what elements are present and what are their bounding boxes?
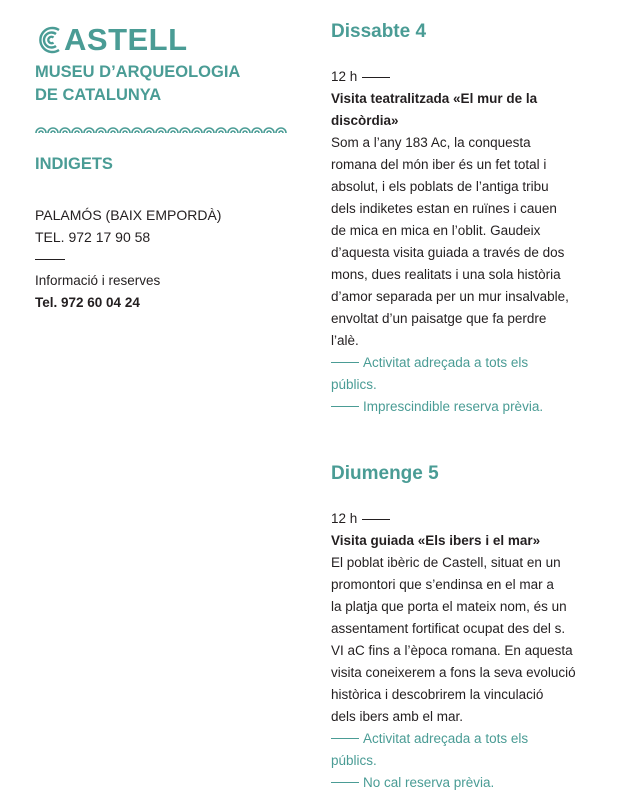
info-label: Informació i reserves	[35, 273, 161, 288]
arch-mark-inner	[135, 131, 139, 133]
note-dash	[331, 782, 359, 783]
arch-mark-inner	[99, 131, 103, 133]
arch-mark-inner	[279, 131, 283, 133]
arch-mark-inner	[231, 131, 235, 133]
location-text: PALAMÓS (BAIX EMPORDÀ)	[35, 207, 222, 223]
arch-mark-inner	[75, 131, 79, 133]
logo-text: ASTELL	[64, 22, 188, 57]
divider-dash	[35, 259, 65, 260]
time-dash	[362, 519, 390, 520]
event-description: Som a l’any 183 Ac, la conquesta romana del món iber és un fet total i absolut, i els poblats de l’antiga tribu dels indiketes estan en ruïnes i cauen de mica en mica en l’oblit. Gaudeix d’aquesta visita guiada a través de dos mons, dues realitats i una sola història d’amor separada per un mur insalvable, envoltat d’un paisatge que fa perdre l’alè.	[331, 135, 569, 348]
museum-name: MUSEU D’ARQUEOLOGIA DE CATALUNYA	[35, 63, 241, 104]
event-day: Dissabte 4	[331, 21, 427, 42]
location-block	[35, 204, 295, 248]
arch-mark-inner	[171, 131, 175, 133]
event-note: No cal reserva prèvia.	[331, 772, 591, 794]
event-title: Visita teatralitzada «El mur de la discòrdia»	[331, 91, 538, 128]
event-note: Activitat adreçada a tots els públics.	[331, 731, 529, 768]
note-dash	[331, 362, 359, 363]
site-name: INDIGETS	[35, 155, 113, 173]
arch-mark-inner	[243, 131, 247, 133]
event-note: Imprescindible reserva prèvia.	[331, 396, 591, 418]
arch-pattern-divider	[35, 122, 287, 134]
event-saturday	[331, 18, 591, 418]
arch-mark-inner	[147, 131, 151, 133]
event-note: Activitat adreçada a tots els públics.	[331, 355, 529, 392]
event-day: Diumenge 5	[331, 463, 439, 484]
castell-logo	[35, 22, 295, 58]
castell-c-arcs-icon	[35, 26, 63, 54]
event-description: El poblat ibèric de Castell, situat en un promontori que s’endinsa en el mar a la platja que porta el mateix nom, és un assentament fortificat ocupat des del s. VI aC fins a l’època romana. En aquesta visita coneixerem a fons la seva evolució històrica i descobrirem la vinculació dels ibers amb el mar.	[331, 555, 576, 724]
phone-text: TEL. 972 17 90 58	[35, 229, 151, 245]
arch-mark-inner	[51, 131, 55, 133]
arch-mark-inner	[63, 131, 67, 133]
time-dash	[362, 77, 390, 78]
arch-mark-inner	[219, 131, 223, 133]
event-sunday	[331, 460, 591, 794]
arch-mark-inner	[39, 131, 43, 133]
arch-mark-inner	[183, 131, 187, 133]
arch-mark-inner	[255, 131, 259, 133]
note-dash	[331, 406, 359, 407]
arch-mark-inner	[207, 131, 211, 133]
arch-mark-inner	[195, 131, 199, 133]
arch-mark-inner	[87, 131, 91, 133]
arch-mark-inner	[267, 131, 271, 133]
events-column	[331, 18, 591, 794]
reservation-phone: Tel. 972 60 04 24	[35, 295, 140, 310]
arch-mark-inner	[159, 131, 163, 133]
museum-info-column	[35, 22, 295, 314]
arch-mark-inner	[111, 131, 115, 133]
event-time: 12 h	[331, 66, 591, 88]
event-time: 12 h	[331, 508, 591, 530]
event-title: Visita guiada «Els ibers i el mar»	[331, 533, 541, 548]
arch-mark-inner	[123, 131, 127, 133]
note-dash	[331, 738, 359, 739]
